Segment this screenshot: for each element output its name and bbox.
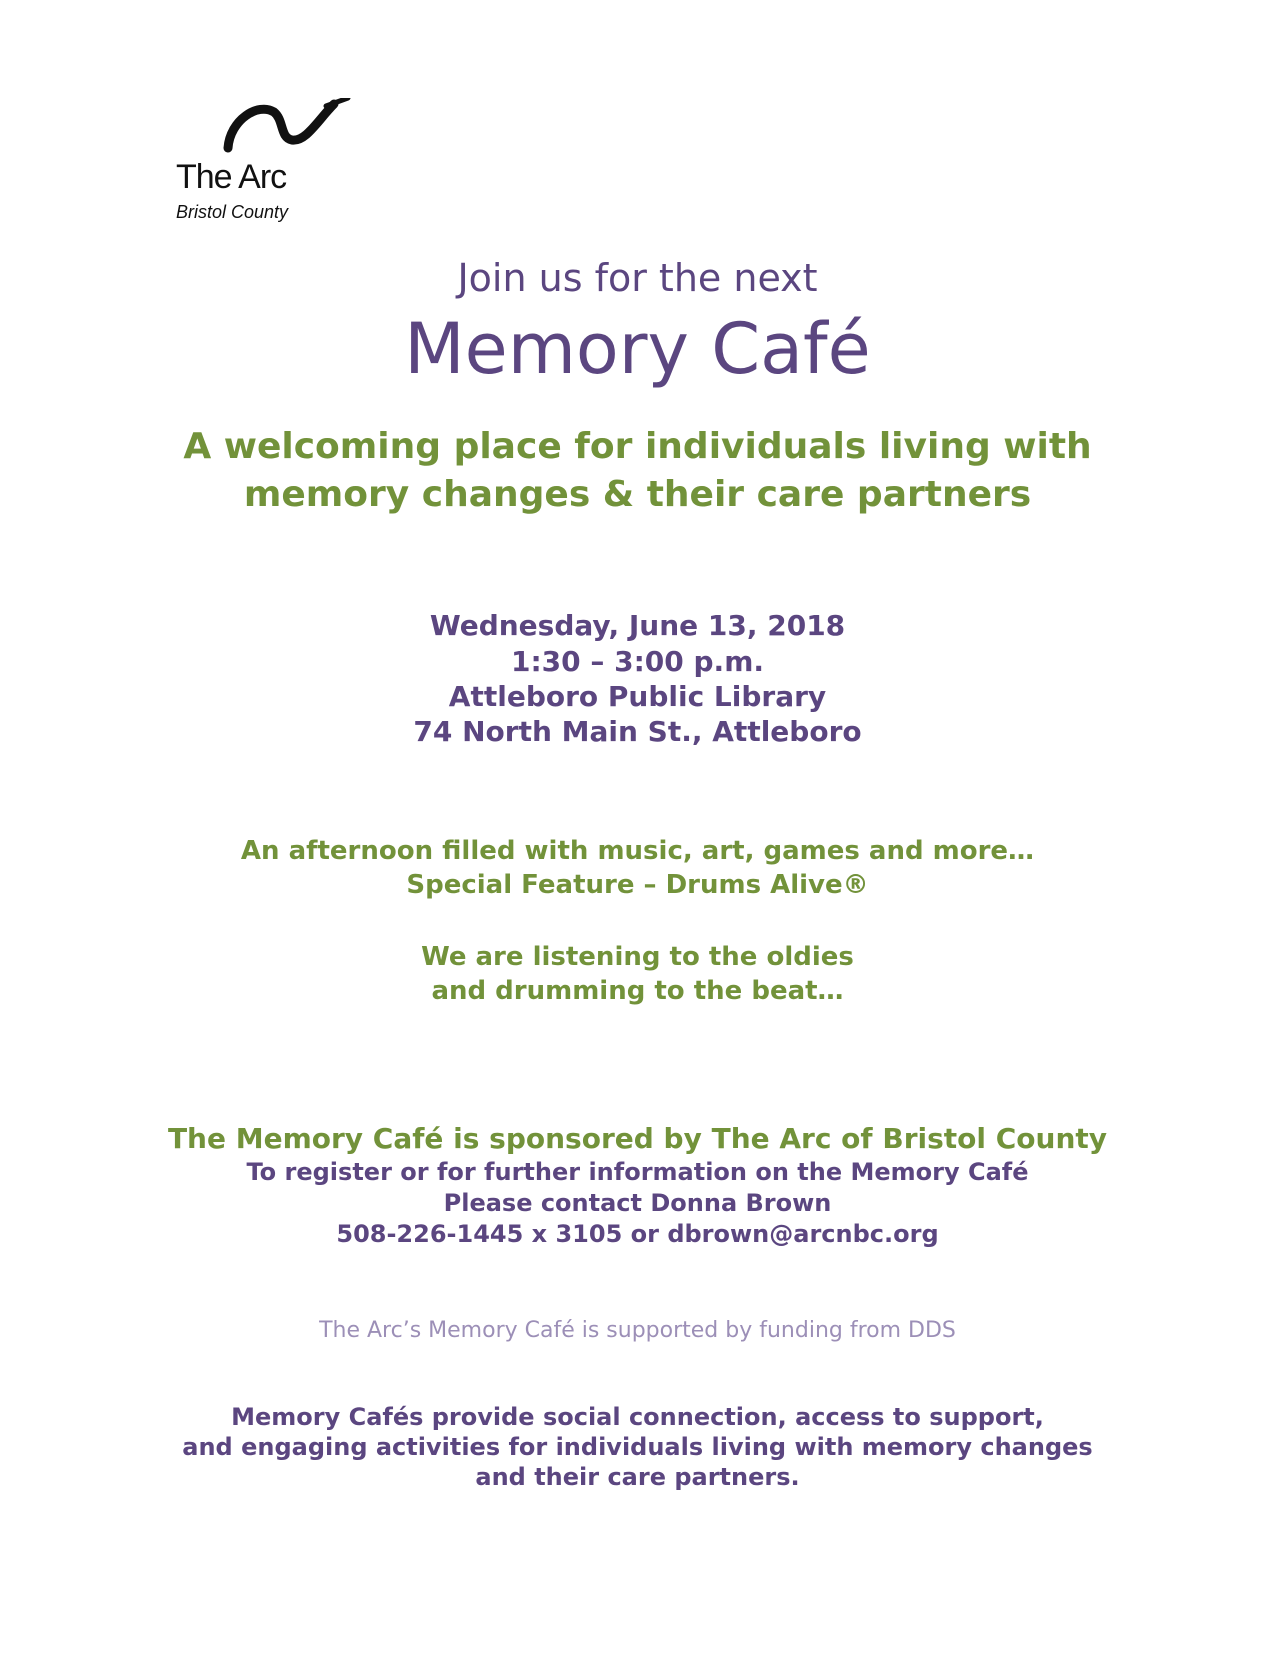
closing-line-3: and their care partners.	[475, 1463, 800, 1491]
logo-name: The Arc	[176, 158, 287, 196]
closing-line-2: and engaging activities for individuals living with memory changes	[182, 1433, 1093, 1461]
event-address: 74 North Main St., Attleboro	[413, 715, 862, 748]
register-info: To register or for further information on the Memory Café	[246, 1158, 1029, 1186]
event-time: 1:30 – 3:00 p.m.	[510, 645, 765, 678]
description-line-1: An afternoon filled with music, art, games and more…	[240, 836, 1035, 866]
page-title: Memory Café	[404, 308, 871, 390]
arc-logo	[170, 98, 370, 228]
logo-subtitle: Bristol County	[176, 202, 289, 222]
event-date: Wednesday, June 13, 2018	[429, 609, 846, 642]
description-line-3: We are listening to the oldies	[421, 942, 854, 972]
event-venue: Attleboro Public Library	[448, 680, 827, 713]
sponsor-line: The Memory Café is sponsored by The Arc of Bristol County	[167, 1122, 1108, 1155]
tagline-line-1: A welcoming place for individuals living with	[183, 426, 1092, 467]
contact-details: 508-226-1445 x 3105 or dbrown@arcnbc.org	[336, 1220, 939, 1248]
description-line-2: Special Feature – Drums Alive®	[406, 870, 869, 900]
closing-line-1: Memory Cafés provide social connection, access to support,	[231, 1403, 1044, 1431]
funding-note: The Arc’s Memory Café is supported by funding from DDS	[319, 1318, 956, 1343]
tagline-line-2: memory changes & their care partners	[243, 474, 1032, 515]
description-line-4: and drumming to the beat…	[431, 976, 844, 1006]
intro-text: Join us for the next	[457, 256, 818, 300]
contact-name: Please contact Donna Brown	[443, 1189, 832, 1217]
